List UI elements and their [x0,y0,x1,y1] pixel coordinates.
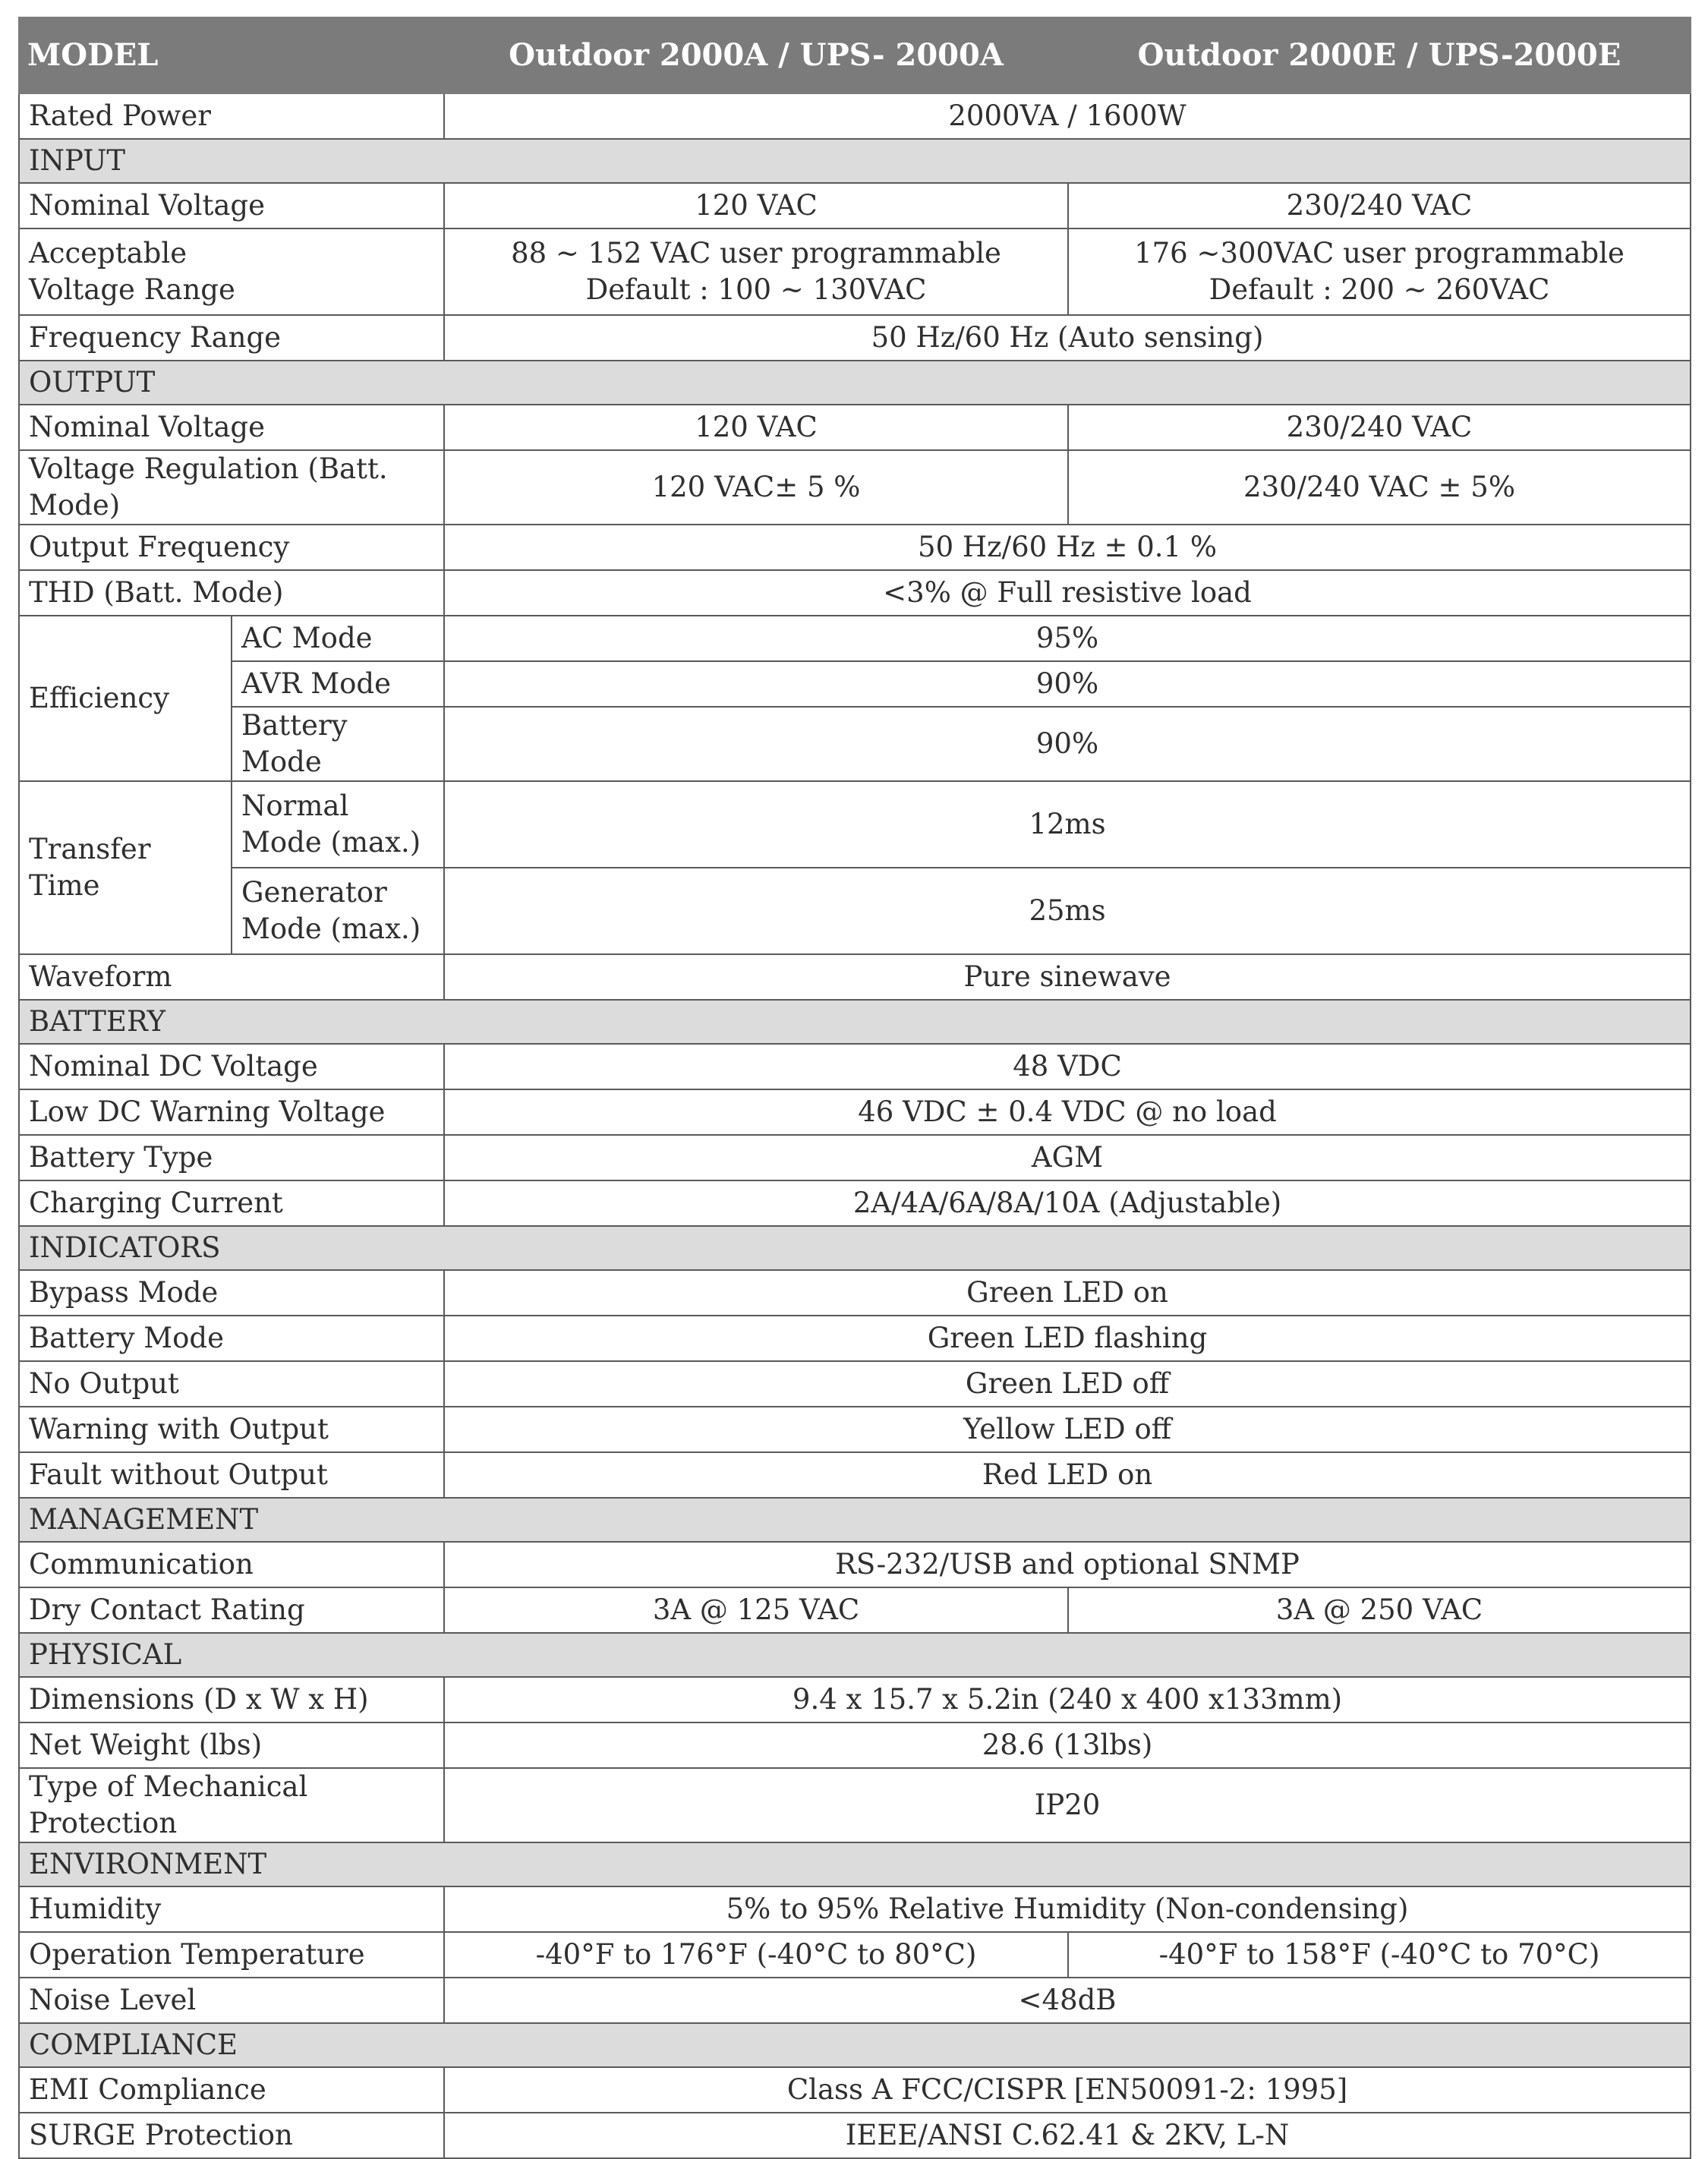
row-value: IP20 [444,1768,1691,1842]
value-model-a: 120 VAC± 5 % [444,450,1068,525]
row-value: Red LED on [444,1452,1691,1498]
row-label: Frequency Range [19,315,444,361]
row-value: 9.4 x 15.7 x 5.2in (240 x 400 x133mm) [444,1677,1691,1722]
value-model-a: 120 VAC [444,183,1068,229]
table-row [19,1180,1691,1226]
row-value: RS-232/USB and optional SNMP [444,1542,1691,1587]
section-title: INPUT [19,139,1691,183]
table-row [19,781,1691,868]
section-title: COMPLIANCE [19,2023,1691,2067]
value-model-a [444,229,1068,315]
value-model-e: 230/240 VAC ± 5% [1068,450,1691,525]
table-row [19,1722,1691,1768]
section-header [19,1633,1691,1677]
row-value: 2000VA / 1600W [444,93,1691,139]
table-row [19,183,1691,229]
label-line: Mode (max.) [241,826,421,859]
table-row [19,1089,1691,1135]
sub-label: AC Mode [232,616,444,661]
section-title: ENVIRONMENT [19,1842,1691,1886]
table-row [19,525,1691,570]
section-header [19,1842,1691,1886]
row-label: Communication [19,1542,444,1587]
row-value: 46 VDC ± 0.4 VDC @ no load [444,1089,1691,1135]
value-line: 88 ~ 152 VAC user programmable [511,237,1001,269]
value-model-e: -40°F to 158°F (-40°C to 70°C) [1068,1932,1691,1978]
table-row [19,707,1691,781]
value-line: Default : 100 ~ 130VAC [585,273,927,306]
section-title: OUTPUT [19,361,1691,405]
row-value: 48 VDC [444,1044,1691,1089]
value-line: 176 ~300VAC user programmable [1134,237,1624,269]
group-label: Transfer Time [19,781,232,954]
model-label: MODEL [19,17,444,93]
row-value: Green LED on [444,1270,1691,1316]
table-row [19,661,1691,707]
table-row [19,1886,1691,1932]
value-model-e: 3A @ 250 VAC [1068,1587,1691,1633]
section-header [19,1000,1691,1044]
table-row [19,1044,1691,1089]
row-label: Waveform [19,954,444,1000]
row-label: Battery Mode [19,1316,444,1361]
table-row [19,1316,1691,1361]
row-label: Humidity [19,1886,444,1932]
section-title: PHYSICAL [19,1633,1691,1677]
table-row [19,1452,1691,1498]
row-label: SURGE Protection [19,2113,444,2158]
row-value: Class A FCC/CISPR [EN50091-2: 1995] [444,2067,1691,2113]
row-label: Dimensions (D x W x H) [19,1677,444,1722]
table-row [19,1361,1691,1407]
row-label: Charging Current [19,1180,444,1226]
label-line: Normal [241,790,349,822]
value-model-a: 3A @ 125 VAC [444,1587,1068,1633]
table-row [19,1932,1691,1978]
row-value: 50 Hz/60 Hz ± 0.1 % [444,525,1691,570]
row-label: Type of Mechanical Protection [19,1768,444,1842]
row-value: 2A/4A/6A/8A/10A (Adjustable) [444,1180,1691,1226]
row-value: Pure sinewave [444,954,1691,1000]
row-label: Low DC Warning Voltage [19,1089,444,1135]
table-row [19,1542,1691,1587]
row-label: Nominal DC Voltage [19,1044,444,1089]
row-value: 90% [444,661,1691,707]
row-label: Noise Level [19,1978,444,2023]
table-row [19,229,1691,315]
row-value: 90% [444,707,1691,781]
table-row [19,1677,1691,1722]
row-label: Rated Power [19,93,444,139]
row-label: Voltage Regulation (Batt. Mode) [19,450,444,525]
row-value: Yellow LED off [444,1407,1691,1452]
section-header [19,2023,1691,2067]
label-line: Voltage Range [29,273,235,306]
row-label: THD (Batt. Mode) [19,570,444,616]
row-value: <48dB [444,1978,1691,2023]
sub-label: Battery Mode [232,707,444,781]
row-value: 50 Hz/60 Hz (Auto sensing) [444,315,1691,361]
row-value: 28.6 (13lbs) [444,1722,1691,1768]
row-value: Green LED off [444,1361,1691,1407]
section-header [19,361,1691,405]
table-row [19,93,1691,139]
section-header [19,1498,1691,1542]
row-label: Battery Type [19,1135,444,1180]
table-row [19,570,1691,616]
row-label [19,229,444,315]
table-row [19,315,1691,361]
row-label: Fault without Output [19,1452,444,1498]
table-row [19,616,1691,661]
section-title: MANAGEMENT [19,1498,1691,1542]
row-value: 5% to 95% Relative Humidity (Non-condensing) [444,1886,1691,1932]
row-label: Bypass Mode [19,1270,444,1316]
label-line: Mode (max.) [241,912,421,945]
table-row [19,2113,1691,2158]
table-row [19,1407,1691,1452]
section-header [19,1226,1691,1270]
value-model-a: -40°F to 176°F (-40°C to 80°C) [444,1932,1068,1978]
header-row [19,17,1691,93]
sub-label [232,868,444,954]
value-model-e: 230/240 VAC [1068,183,1691,229]
section-title: INDICATORS [19,1226,1691,1270]
row-label: Output Frequency [19,525,444,570]
row-label: Operation Temperature [19,1932,444,1978]
label-line: Generator [241,876,387,909]
value-line: Default : 200 ~ 260VAC [1209,273,1550,306]
row-value: AGM [444,1135,1691,1180]
row-label: Net Weight (lbs) [19,1722,444,1768]
table-row [19,1587,1691,1633]
table-row [19,1768,1691,1842]
group-label: Efficiency [19,616,232,781]
table-row [19,954,1691,1000]
row-label: Warning with Output [19,1407,444,1452]
table-row [19,1270,1691,1316]
table-row [19,450,1691,525]
row-value: 25ms [444,868,1691,954]
sub-label: AVR Mode [232,661,444,707]
row-value: Green LED flashing [444,1316,1691,1361]
table-row [19,1978,1691,2023]
value-model-e [1068,229,1691,315]
row-label: EMI Compliance [19,2067,444,2113]
table-row [19,405,1691,450]
section-title: BATTERY [19,1000,1691,1044]
table-row [19,868,1691,954]
row-value: IEEE/ANSI C.62.41 & 2KV, L-N [444,2113,1691,2158]
row-value: <3% @ Full resistive load [444,570,1691,616]
sub-label [232,781,444,868]
spec-table [18,17,1691,2159]
row-label: Nominal Voltage [19,183,444,229]
row-label: No Output [19,1361,444,1407]
section-header [19,139,1691,183]
value-model-a: 120 VAC [444,405,1068,450]
row-label: Dry Contact Rating [19,1587,444,1633]
table-row [19,1135,1691,1180]
row-value: 95% [444,616,1691,661]
row-label: Nominal Voltage [19,405,444,450]
table-row [19,2067,1691,2113]
value-model-e: 230/240 VAC [1068,405,1691,450]
model-a-title: Outdoor 2000A / UPS- 2000A [444,17,1068,93]
label-line: Acceptable [29,237,188,269]
row-value: 12ms [444,781,1691,868]
model-e-title: Outdoor 2000E / UPS-2000E [1068,17,1691,93]
